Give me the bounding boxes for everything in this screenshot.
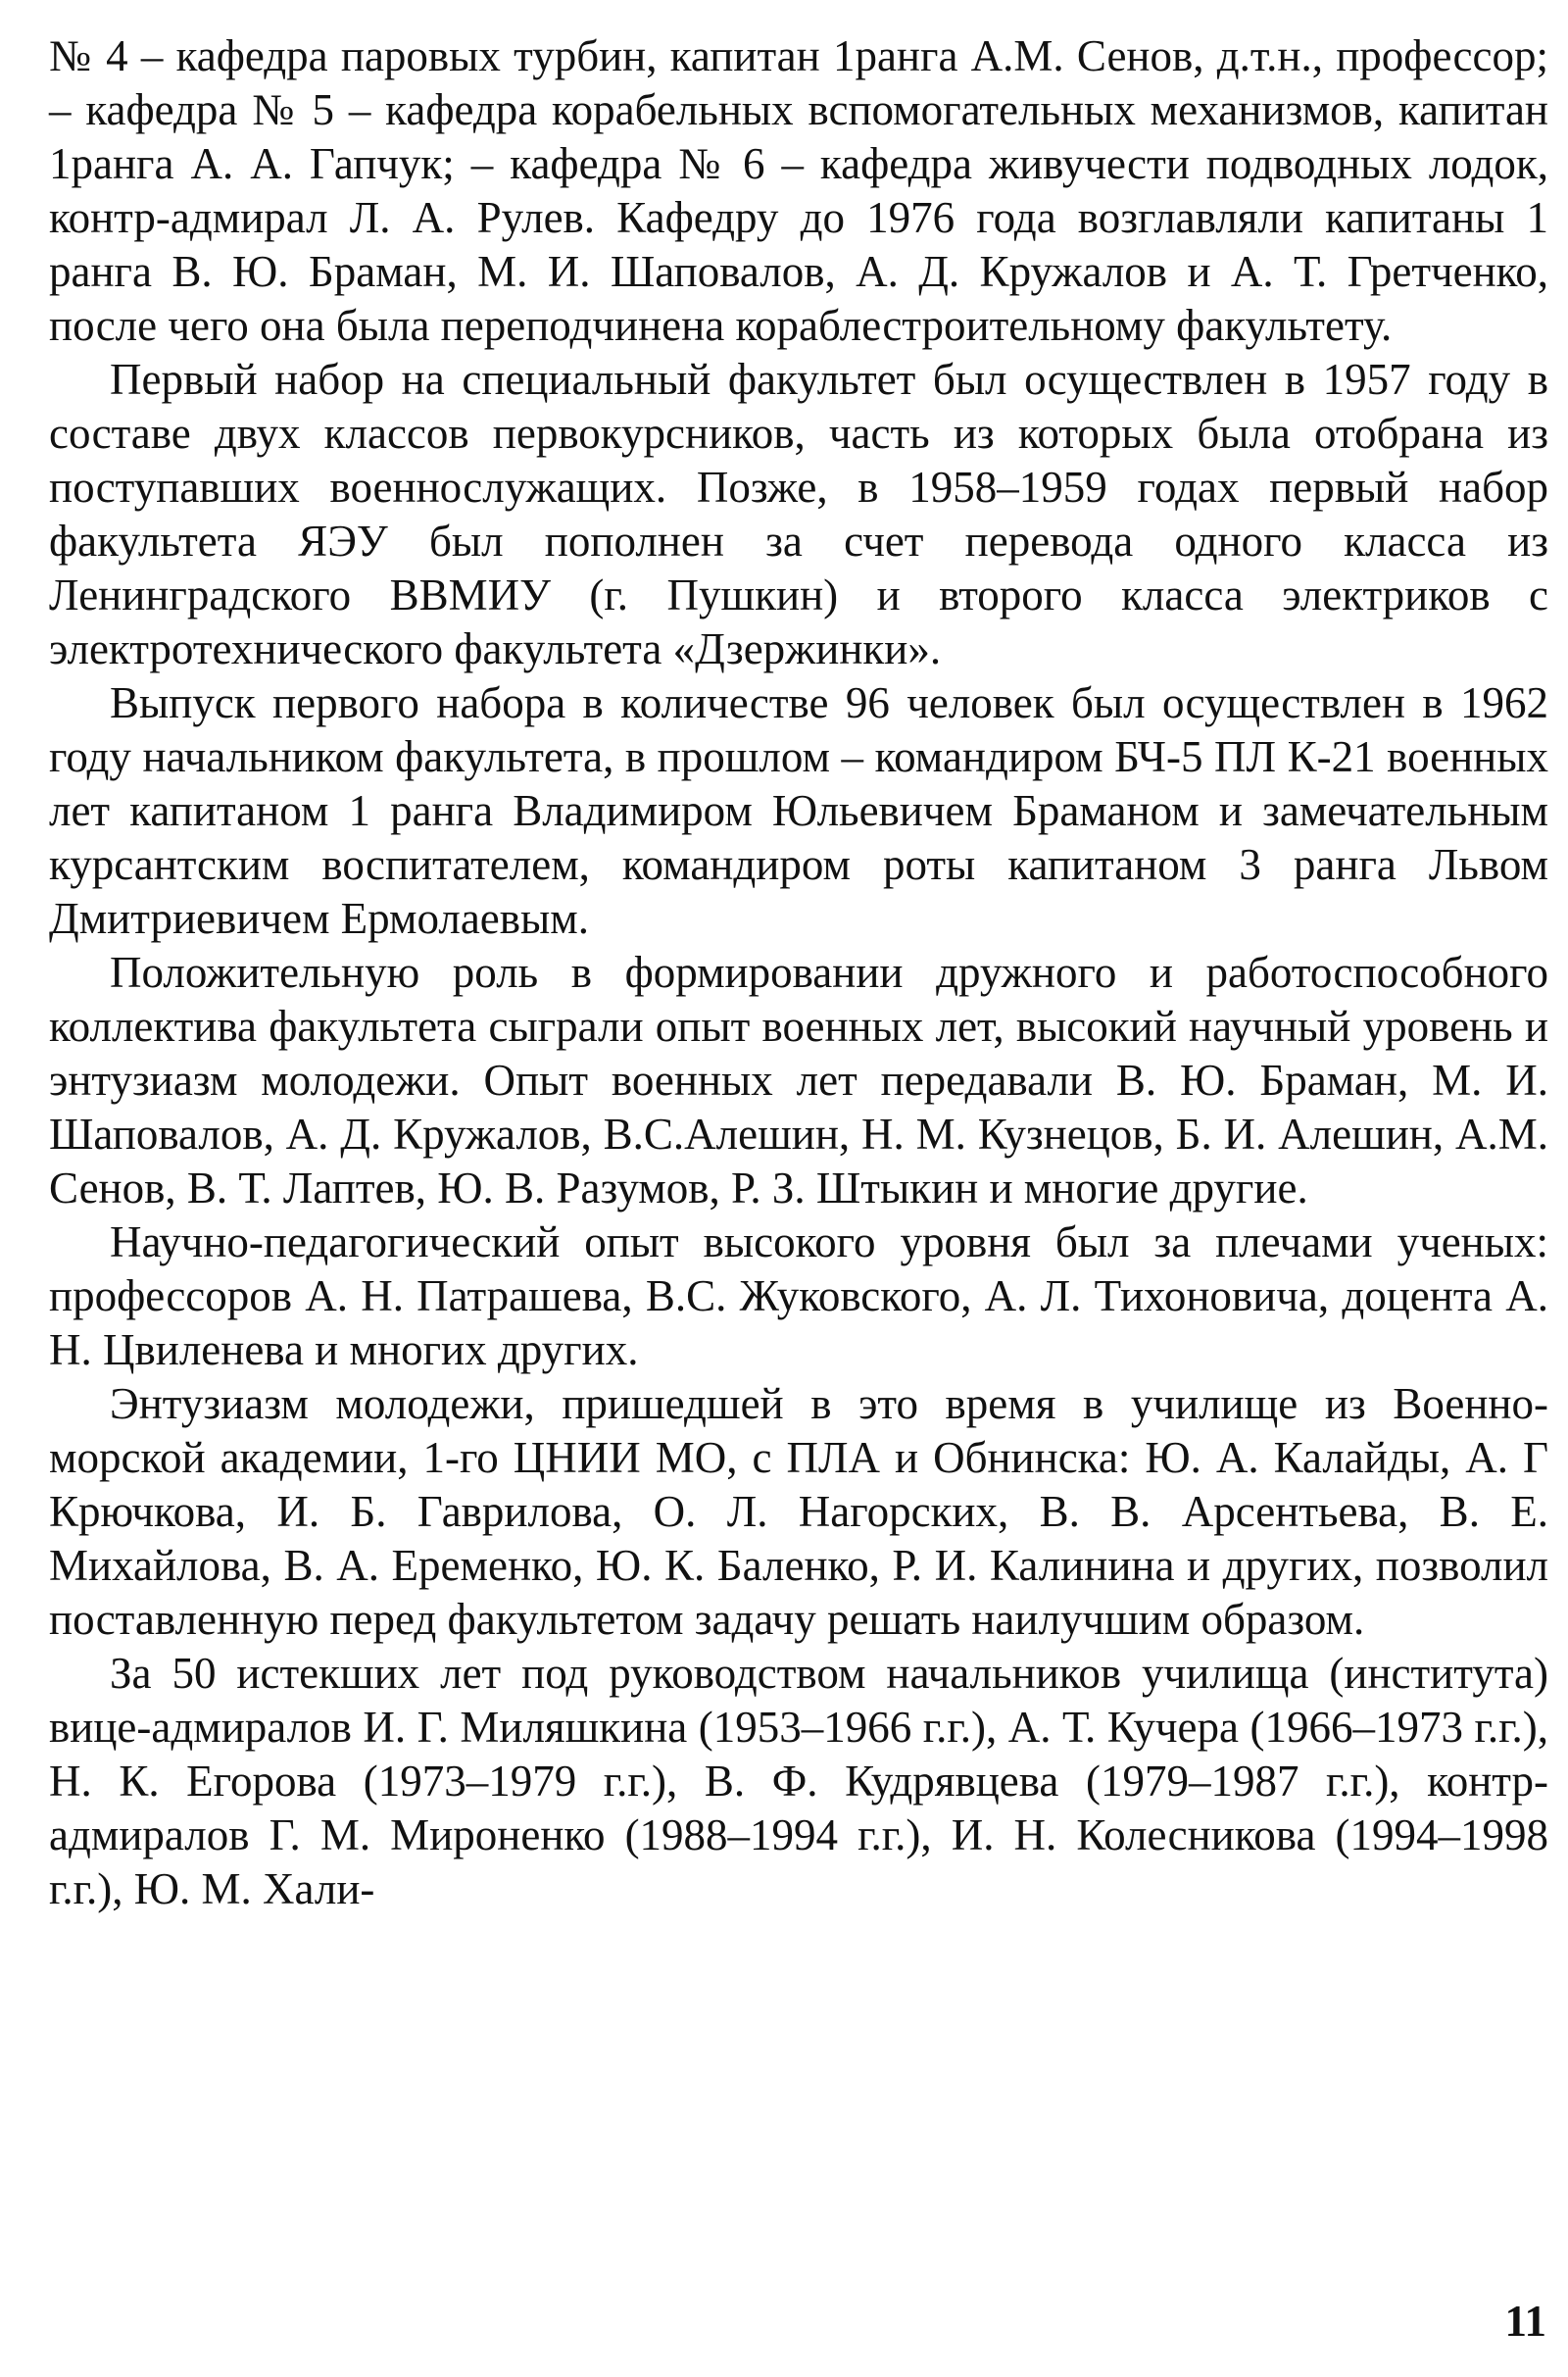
paragraph-leadership: За 50 истекших лет под руководством начальников училища (института) вице-адмиралов И. Г. Миляшкина (1953–1966 г.г.), А. Т. Кучера (1966–1973 г.г.), Н. К. Егорова (1973–1979 г.г.), В. Ф. Кудрявцева (1979–1987 г.г.), контр-адмиралов Г. М. Мироненко (1988–1994 г.г.), И. Н. Колесникова (1994–1998 г.г.), Ю. М. Хали- xyxy=(49,1649,1548,1913)
page-body xyxy=(49,29,1548,1916)
paragraph-first-enrollment: Первый набор на специальный факультет был осуществлен в 1957 году в составе двух классов первокурсников, часть из которых была отобрана из поступавших военнослужащих. Позже, в 1958–1959 годах первый набор факультета ЯЭУ был пополнен за счет перевода одного класса из Ленинградского ВВМИУ (г. Пушкин) и второго класса электриков с электротехнического факультета «Дзержинки». xyxy=(49,355,1548,673)
paragraph-departments: № 4 – кафедра паровых турбин, капитан 1ранга А.М. Сенов, д.т.н., профессор; – кафедра № 5 – кафедра корабельных вспомогательных механизмов, капитан 1ранга А. А. Гапчук; – кафедра № 6 – кафедра живучести подводных лодок, контр-адмирал Л. А. Рулев. Кафедру до 1976 года возглавляли капитаны 1 ранга В. Ю. Браман, М. И. Шаповалов, А. Д. Кружалов и А. Т. Гретченко, после чего она была переподчинена кораблестроительному факультету. xyxy=(49,31,1548,350)
paragraph-youth-enthusiasm: Энтузиазм молодежи, пришедшей в это время в училище из Военно-морской академии, 1-го ЦНИИ МО, с ПЛА и Обнинска: Ю. А. Калайды, А. Г Крючкова, И. Б. Гаврилова, О. Л. Нагорских, В. В. Арсентьева, В. Е. Михайлова, В. А. Еременко, Ю. К. Баленко, Р. И. Калинина и других, позволил поставленную перед факультетом задачу решать наилучшим образом. xyxy=(49,1379,1548,1644)
paragraph-first-graduation: Выпуск первого набора в количестве 96 человек был осуществлен в 1962 году начальником факультета, в прошлом – командиром БЧ-5 ПЛ К-21 военных лет капитаном 1 ранга Владимиром Юльевичем Браманом и замечательным курсантским воспитателем, командиром роты капитаном 3 ранга Львом Дмитриевичем Ермолаевым. xyxy=(49,678,1548,943)
paragraph-war-experience: Положительную роль в формировании дружного и работоспособного коллектива факультета сыграли опыт военных лет, высокий научный уровень и энтузиазм молодежи. Опыт военных лет передавали В. Ю. Браман, М. И. Шаповалов, А. Д. Кружалов, В.С.Алешин, Н. М. Кузнецов, Б. И. Алешин, А.М. Сенов, В. Т. Лаптев, Ю. В. Разумов, Р. З. Штыкин и многие другие. xyxy=(49,948,1548,1213)
page-number: 11 xyxy=(1504,2297,1546,2346)
paragraph-scientific-experience: Научно-педагогический опыт высокого уровня был за плечами ученых: профессоров А. Н. Патрашева, В.С. Жуковского, А. Л. Тихоновича, доцента А. Н. Цвиленева и многих других. xyxy=(49,1217,1548,1374)
